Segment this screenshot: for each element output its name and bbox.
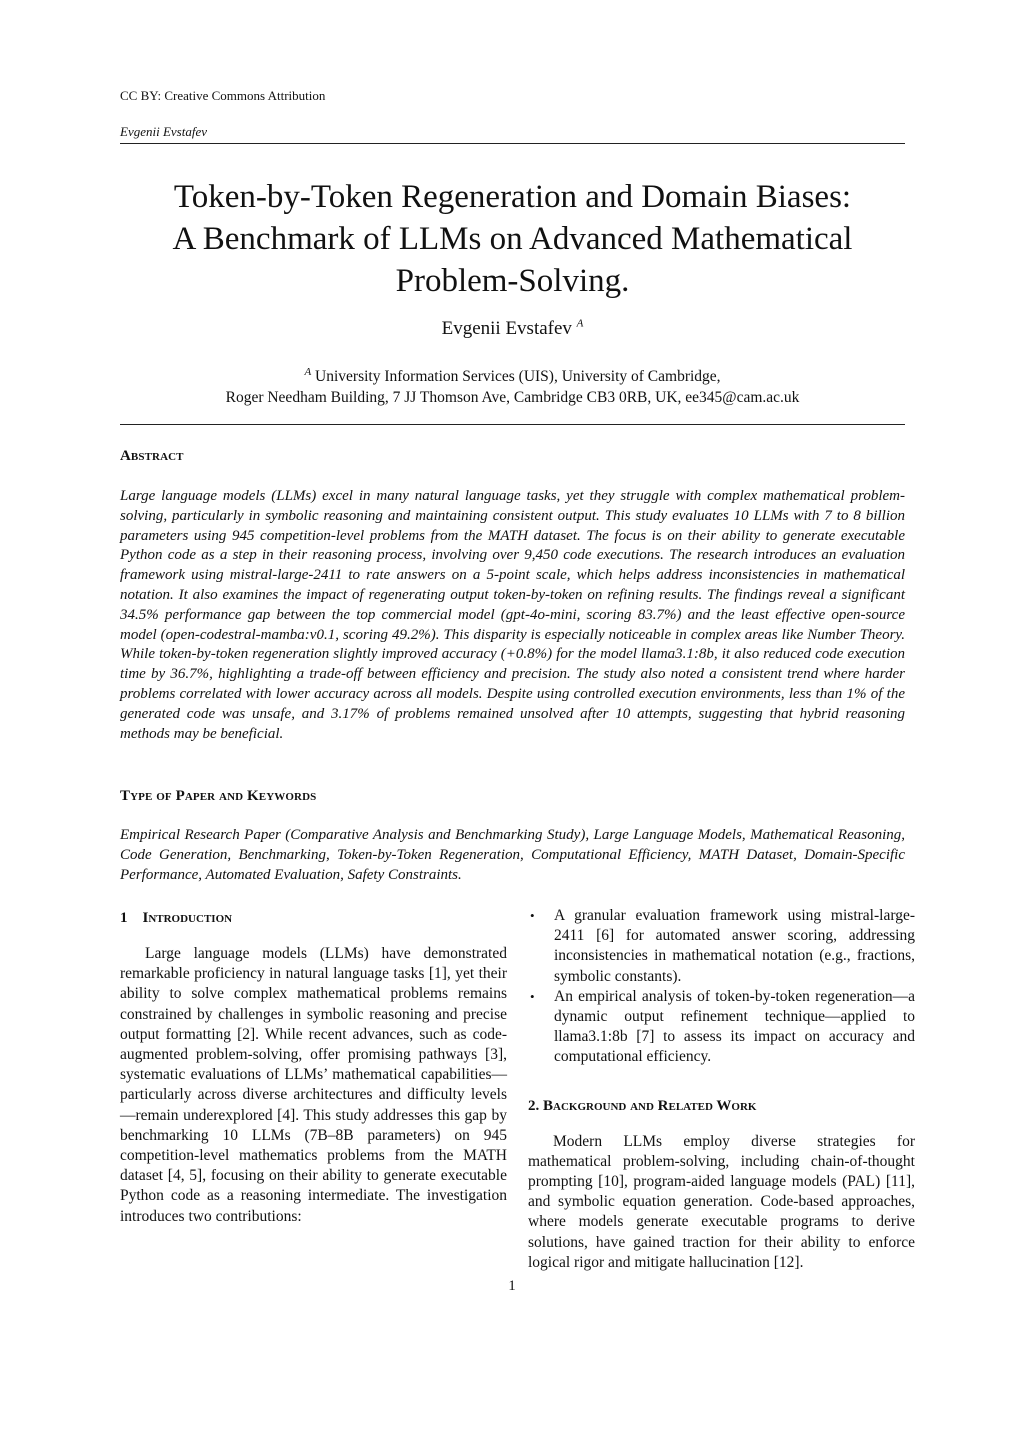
bullet-icon: • <box>530 908 535 923</box>
keywords-heading: Type of Paper and Keywords <box>120 788 317 804</box>
abstract-text: Large language models (LLMs) excel in many natural language tasks, yet they struggle with complex mathematical problem-solving, particularly in symbolic reasoning and maintaining consistent output. This study evaluates 10 LLMs with 7 to 8 billion parameters using 945 competition-level problems from the MATH dataset. The focus is on their ability to generate executable Python code as a step in their reasoning process, involving over 9,450 code executions. The research introduces an evaluation framework using mistral-large-2411 to rate answers on a 5-point scale, which helps address inconsistencies in mathematical notation. It also examines the impact of regenerating output token-by-token on refining results. The findings reveal a significant 34.5% performance gap between the top commercial model (gpt-4o-mini, scoring 83.7%) and the least effective open-source model (open-codestral-mamba:v0.1, scoring 49.2%). This disparity is especially noticeable in complex areas like Number Theory. While token-by-token regeneration slightly improved accuracy (+0.8%) for the model llama3.1:8b, it also reduced code execution time by 36.7%, highlighting a trade-off between efficiency and precision. The study also noted a consistent trend where harder problems correlated with lower accuracy across all models. Despite using controlled execution environments, less than 1% of the generated code was unsafe, and 3.17% of problems remained unsolved after 10 attempts, suggesting that hybrid reasoning methods may be beneficial. <box>120 488 905 742</box>
abstract-heading: Abstract <box>120 448 184 464</box>
background-heading: 2. Background and Related Work <box>528 1097 757 1114</box>
introduction-heading: 1 Introduction <box>120 910 233 926</box>
introduction-paragraph: Large language models (LLMs) have demonstrated remarkable proficiency in natural language tasks [1], yet their ability to solve complex mathematical problems remains constrained by challenges in symbolic reasoning and precise output formatting [2]. While recent advances, such as code-augmented problem-solving, offer promising pathways [3], systematic evaluations of LLMs’ mathematical capabilities—particularly across diverse architectures and difficulty levels—remain underexplored [4]. This study addresses this gap by benchmarking 10 LLMs (7B–8B parameters) on 945 competition-level mathematics problems from the MATH dataset [4, 5], focusing on their ability to generate executable Python code as a reasoning intermediate. The investigation introduces two contributions: <box>120 945 507 1225</box>
header-rule <box>120 143 905 144</box>
affiliation-rule <box>120 424 905 425</box>
left-column <box>120 906 507 1227</box>
background-paragraph: Modern LLMs employ diverse strategies for mathematical problem-solving, including chain-of-thought prompting [10], program-aided language models (PAL) [11], and symbolic equation generation. Code-based approaches, where models generate executable programs to derive solutions, have gained traction for their ability to enforce logical rigor and mitigate hallucination [12]. <box>528 1132 915 1271</box>
paper-title <box>120 176 905 302</box>
page-number: 1 <box>508 1278 516 1294</box>
right-column <box>528 906 915 1273</box>
title-line: Token-by-Token Regeneration and Domain Biases: <box>173 179 852 215</box>
keywords-text: Empirical Research Paper (Comparative Analysis and Benchmarking Study), Large Language Models, Mathematical Reasoning, Code Generation, Benchmarking, Token-by-Token Regeneration, Computational Efficiency, MATH Dataset, Domain-Specific Performance, Automated Evaluation, Safety Constraints. <box>120 827 905 883</box>
affiliation-line-1-text: University Information Services (UIS), University of Cambridge, <box>315 368 721 385</box>
license-line: CC BY: Creative Commons Attribution <box>120 88 326 103</box>
affiliation-mark: A <box>304 365 312 378</box>
contributions-list <box>528 906 915 1068</box>
affiliation-block <box>120 366 905 408</box>
author-name: Evgenii Evstafev <box>441 318 572 339</box>
running-header-author: Evgenii Evstafev <box>120 124 207 139</box>
list-item-text: A granular evaluation framework using mistral-large-2411 [6] for automated answer scoring, addressing inconsistencies in mathematical notation (e.g., fractions, symbolic constants). <box>554 907 915 985</box>
bullet-icon: • <box>530 988 535 1004</box>
title-line: A Benchmark of LLMs on Advanced Mathematical <box>172 221 853 257</box>
affiliation-line-2: Roger Needham Building, 7 JJ Thomson Ave, Cambridge CB3 0RB, UK, ee345@cam.ac.uk <box>225 389 800 406</box>
list-item <box>528 987 915 1068</box>
author-line <box>120 318 905 340</box>
affiliation-line-1 <box>120 366 905 387</box>
list-item <box>528 906 915 987</box>
author-affiliation-mark: A <box>576 317 584 330</box>
title-line: Problem-Solving. <box>395 263 630 299</box>
list-item-text: An empirical analysis of token-by-token regeneration—a dynamic output refinement technique—applied to llama3.1:8b [7] to assess its impact on accuracy and computational efficiency. <box>554 987 915 1066</box>
